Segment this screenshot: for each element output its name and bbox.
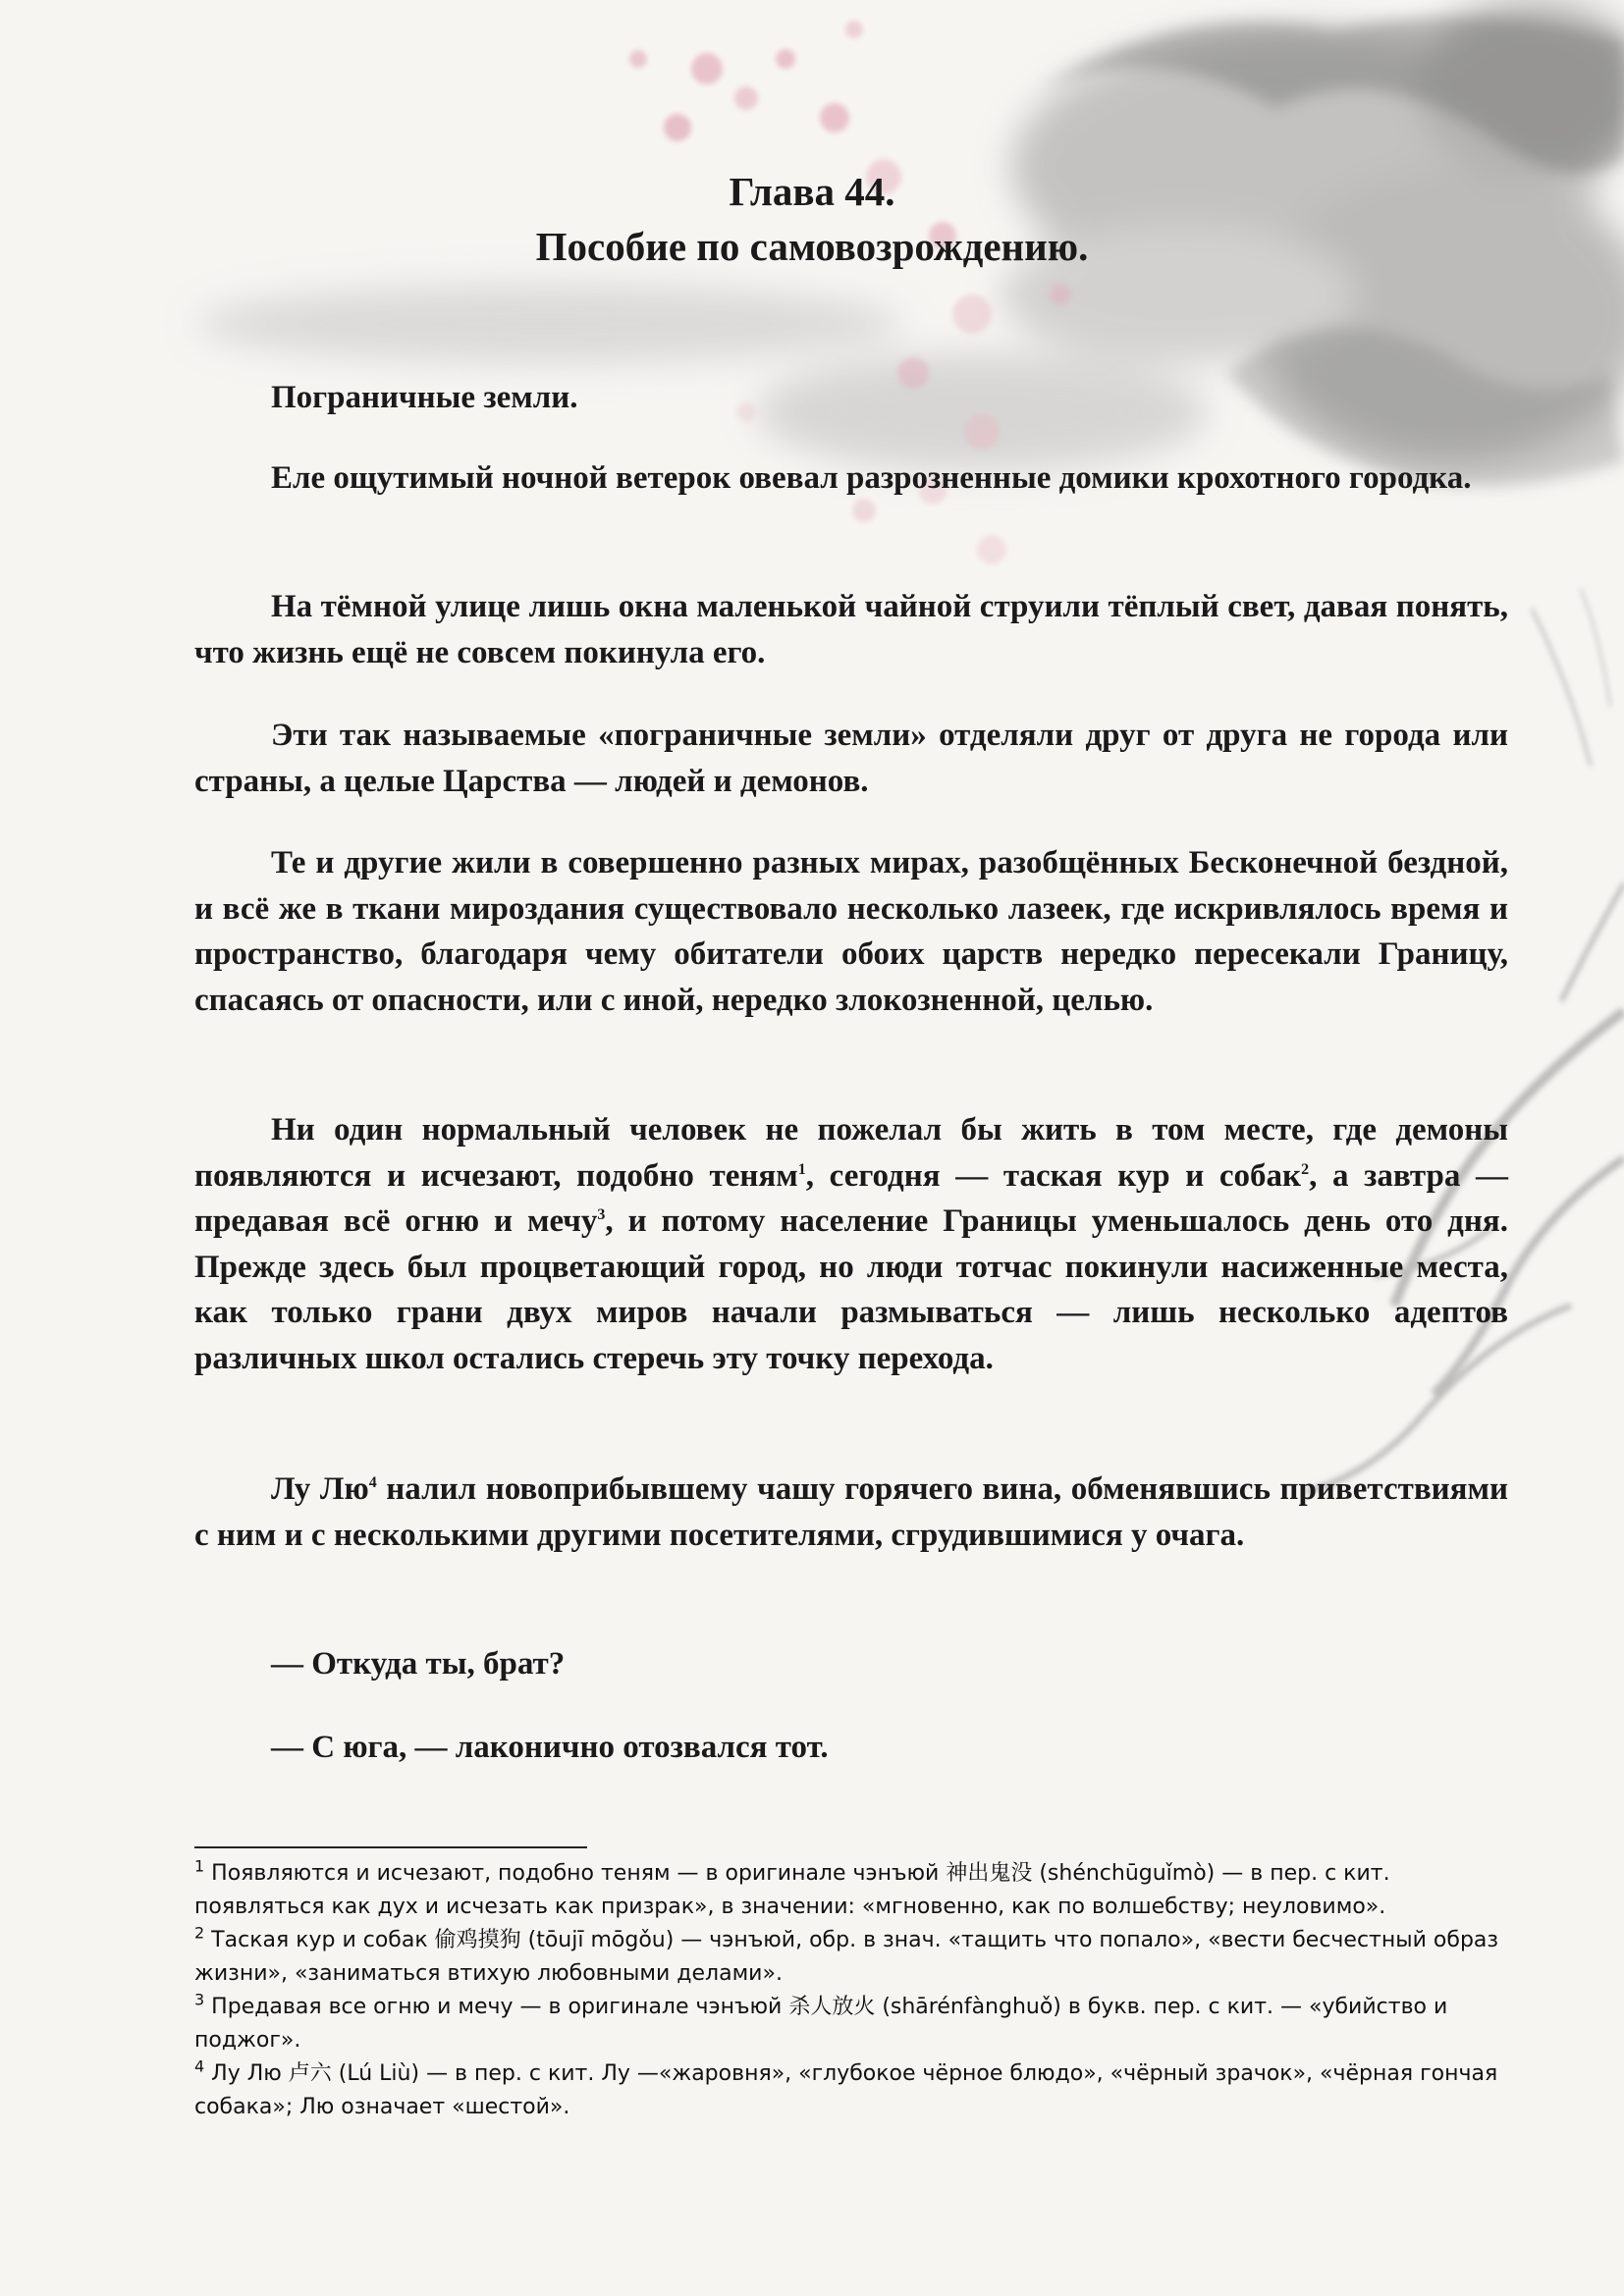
dialogue-line: — С юга, — лаконично отозвался тот. (271, 1730, 829, 1765)
paragraph-text: налил новоприбывшему чашу горячего вина, обменявшись приветствиями с ним и с несколькими другими посетителями, сгрудившимися у очага. (194, 1471, 1508, 1553)
footnote-2 (194, 1924, 1508, 1991)
footnote-number: 4 (194, 2056, 205, 2076)
dialogue-line: — Откуда ты, брат? (271, 1646, 566, 1682)
paragraph: Еле ощутимый ночной ветерок овевал разрозненные домики крохотного городка. (271, 460, 1472, 496)
paragraph: Эти так называемые «пограничные земли» отделяли друг от друга не города или страны, а целые Царства — людей и демонов. (194, 718, 1508, 799)
footnote-number: 1 (194, 1856, 205, 1876)
paragraph: Пограничные земли. (271, 380, 578, 415)
paragraph-text: Ни один нормальный человек не пожелал бы жить в том месте, где демоны появляются и исчезают, подобно теням (194, 1112, 1508, 1194)
footnote-text: Лу Лю 卢六 (Lú Liù) — в пер. с кит. Лу —«жаровня», «глубокое чёрное блюдо», «чёрный зрачок», «чёрная гончая собака»; Лю означает «шестой». (194, 2061, 1498, 2119)
paragraph (194, 1107, 1508, 1381)
paragraph: На тёмной улице лишь окна маленькой чайной струили тёплый свет, давая понять, что жизнь ещё не совсем покинула его. (194, 589, 1508, 670)
footnote-text: Появляются и исчезают, подобно теням — в оригинале чэнъюй 神出鬼没 (shénchūguǐmò) — в пер. с кит. появляться как дух и исчезать как призрак», в значении: «мгновенно, как по волшебству; неуловимо». (194, 1861, 1390, 1919)
footnote-1 (194, 1857, 1508, 1924)
chapter-title: Пособие по самовозрождению. (535, 224, 1089, 269)
footnote-text: Таская кур и собак 偷鸡摸狗 (tōujī mōgǒu) — чэнъюй, обр. в знач. «тащить что попало», «вести бесчестный образ жизни», «заниматься втихую любовными делами». (194, 1928, 1499, 1986)
footnote-3 (194, 1991, 1508, 2057)
paragraph-text: , и потому население Границы уменьшалось день ото дня. Прежде здесь был процветающий город, но люди тотчас покинули насиженные места, как только грани двух миров начали размываться — лишь несколько адептов различных школ остались стеречь эту точку перехода. (194, 1203, 1508, 1376)
footnote-number: 3 (194, 1990, 205, 2009)
paragraph-text: Лу Лю (271, 1471, 369, 1507)
footnote-ref-3[interactable]: 3 (597, 1206, 606, 1223)
chapter-number: Глава 44. (729, 169, 895, 214)
paragraph-text: , сегодня — таская кур и собак (805, 1157, 1302, 1194)
footnotes (194, 1857, 1508, 2124)
footnote-ref-4[interactable]: 4 (368, 1474, 377, 1491)
footnote-number: 2 (194, 1923, 205, 1943)
paragraph (194, 1467, 1508, 1558)
footnote-separator (194, 1846, 587, 1848)
paragraph: Те и другие жили в совершенно разных мирах, разобщённых Бесконечной бездной, и всё же в ткани мироздания существовало несколько лазеек, где искривлялось время и пространство, благодаря чему обитатели обоих царств нередко пересекали Границу, спасаясь от опасности, или с иной, нередко злокозненной, целью. (194, 845, 1508, 1018)
paragraph-text: , а завтра — предавая всё огню и мечу (194, 1157, 1509, 1239)
footnote-text: Предавая все огню и мечу — в оригинале чэнъюй 杀人放火 (shārénfànghuǒ) в букв. пер. с кит. — «убийство и поджог». (194, 1995, 1448, 2053)
footnote-ref-2[interactable]: 2 (1301, 1160, 1310, 1178)
footnote-4 (194, 2057, 1508, 2124)
footnote-ref-1[interactable]: 1 (797, 1160, 806, 1178)
